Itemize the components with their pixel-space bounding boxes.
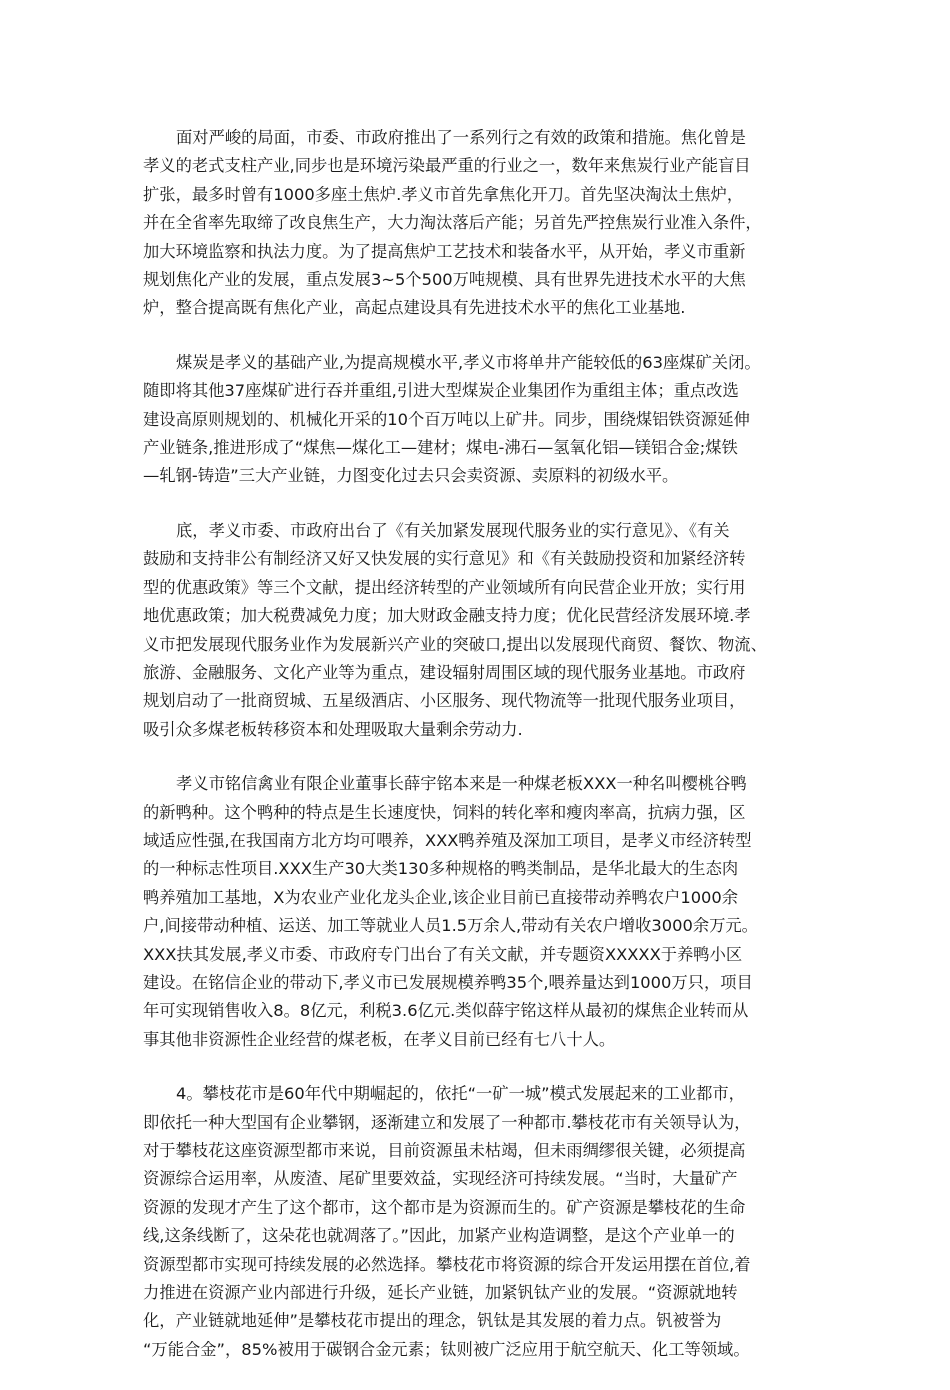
paragraph-line: 建设。在铭信企业的带动下,孝义市已发展规模养鸭35个,喂养量达到1000万只，项目 (143, 972, 753, 992)
paragraph-line: 吸引众多煤老板转移资本和处理吸取大量剩余劳动力. (143, 719, 523, 739)
document-body (143, 124, 808, 1390)
paragraph-line: 产业链条,推进形成了“煤焦—煤化工—建材；煤电-沸石—氢氧化铝—镁铝合金;煤铁 (143, 438, 738, 458)
paragraph-line: 线,这条线断了，这朵花也就凋落了。”因此，加紧产业构造调整，是这个产业单一的 (143, 1226, 735, 1246)
paragraph-line: 鸭养殖加工基地，X为农业产业化龙头企业,该企业目前已直接带动养鸭农户1000余 (143, 887, 739, 907)
paragraph-first-line: 4。攀枝花市是60年代中期崛起的，依托“一矿一城”模式发展起来的工业都市， (176, 1084, 745, 1104)
paragraph-first-line: 底，孝义市委、市政府出台了《有关加紧发展现代服务业的实行意见》、《有关 (176, 520, 730, 540)
paragraph-line: 化，产业链就地延伸”是攀枝花市提出的理念，钒钛是其发展的着力点。钒被誉为 (143, 1311, 722, 1331)
paragraph-line: 资源综合运用率，从废渣、尾矿里要效益，实现经济可持续发展。“当时，大量矿产 (143, 1169, 738, 1189)
paragraph-line: 炉，整合提高既有焦化产业，高起点建设具有先进技术水平的焦化工业基地. (143, 298, 686, 318)
paragraph-line: 对于攀枝花这座资源型都市来说，目前资源虽未枯竭，但未雨绸缪很关键，必须提高 (143, 1141, 746, 1160)
paragraph-line: 规划焦化产业的发展，重点发展3~5个500万吨规模、具有世界先进技术水平的大焦 (143, 270, 746, 290)
paragraph-line: “万能合金”，85%被用于碳钢合金元素；钛则被广泛应用于航空航天、化工等领域。 (143, 1339, 750, 1359)
paragraph (143, 517, 808, 744)
paragraph-line: 域适应性强,在我国南方北方均可喂养，XXX鸭养殖及深加工项目，是孝义市经济转型 (143, 830, 752, 850)
paragraph (143, 770, 808, 1054)
paragraph-line: 的新鸭种。这个鸭种的特点是生长速度快，饲料的转化率和瘦肉率高，抗病力强，区 (143, 802, 746, 822)
paragraph-line: 年可实现销售收入8。8亿元，利税3.6亿元.类似薛宇铭这样从最初的煤焦企业转而从 (143, 1001, 749, 1021)
paragraph-line: 鼓励和支持非公有制经济又好又快发展的实行意见》和《有关鼓励投资和加紧经济转 (143, 549, 746, 569)
paragraph-line: 建设高原则规划的、机械化开采的10个百万吨以上矿井。同步，围绕煤铝铁资源延伸 (143, 409, 750, 429)
paragraph-line: XXX扶其发展,孝义市委、市政府专门出台了有关文献，并专题资XXXXX于养鸭小区 (143, 944, 743, 964)
paragraph-line: 义市把发展现代服务业作为发展新兴产业的突破口,提出以发展现代商贸、餐饮、物流、 (143, 634, 767, 654)
paragraph-line: 旅游、金融服务、文化产业等为重点，建设辐射周围区域的现代服务业基地。市政府 (143, 662, 746, 682)
paragraph-line: 户,间接带动种植、运送、加工等就业人员1.5万余人,带动有关农户增收3000余万元。 (143, 916, 758, 936)
paragraph-line: 规划启动了一批商贸城、五星级酒店、小区服务、现代物流等一批现代服务业项目， (143, 691, 746, 711)
paragraph-line: 事其他非资源性企业经营的煤老板，在孝义目前已经有七八十人。 (143, 1029, 616, 1049)
paragraph-first-line: 面对严峻的局面，市委、市政府推出了一系列行之有效的政策和措施。焦化曾是 (176, 128, 746, 147)
paragraph-line: 并在全省率先取缔了改良焦生产，大力淘汰落后产能；另首先严控焦炭行业准入条件， (143, 213, 762, 233)
paragraph-line: 随即将其他37座煤矿进行吞并重组,引进大型煤炭企业集团作为重组主体；重点改选 (143, 381, 739, 401)
paragraph-line: 加大环境监察和执法力度。为了提高焦炉工艺技术和装备水平，从开始，孝义市重新 (143, 241, 746, 261)
paragraph-line: 扩张，最多时曾有1000多座土焦炉.孝义市首先拿焦化开刀。首先坚决淘汰土焦炉， (143, 184, 744, 204)
paragraph-line: 资源型都市实现可持续发展的必然选择。攀枝花市将资源的综合开发运用摆在首位,着 (143, 1254, 751, 1274)
paragraph-line: 地优惠政策；加大税费减免力度；加大财政金融支持力度；优化民营经济发展环境.孝 (143, 606, 751, 626)
paragraph (143, 349, 808, 491)
paragraph-line: 力推进在资源产业内部进行升级，延长产业链，加紧钒钛产业的发展。“资源就地转 (143, 1283, 738, 1303)
paragraph-line: —轧钢-铸造”三大产业链，力图变化过去只会卖资源、卖原料的初级水平。 (143, 466, 679, 486)
paragraph-line: 的一种标志性项目.XXX生产30大类130多种规格的鸭类制品，是华北最大的生态肉 (143, 859, 739, 879)
paragraph-first-line: 煤炭是孝义的基础产业,为提高规模水平,孝义市将单井产能较低的63座煤矿关闭。 (176, 352, 761, 372)
paragraph-first-line: 孝义市铭信禽业有限企业董事长薛宇铭本来是一种煤老板XXX一种名叫樱桃谷鸭 (176, 774, 747, 794)
paragraph-line: 资源的发现才产生了这个都市，这个都市是为资源而生的。矿产资源是攀枝花的生命 (143, 1197, 746, 1217)
paragraph (143, 1080, 808, 1364)
paragraph-line: 即依托一种大型国有企业攀钢，逐渐建立和发展了一种都市.攀枝花市有关领导认为， (143, 1112, 751, 1132)
paragraph-line: 型的优惠政策》等三个文献，提出经济转型的产业领域所有向民营企业开放；实行用 (143, 577, 746, 597)
paragraph (143, 124, 808, 323)
paragraph-line: 孝义的老式支柱产业,同步也是环境污染最严重的行业之一，数年来焦炭行业产能盲目 (143, 156, 751, 176)
